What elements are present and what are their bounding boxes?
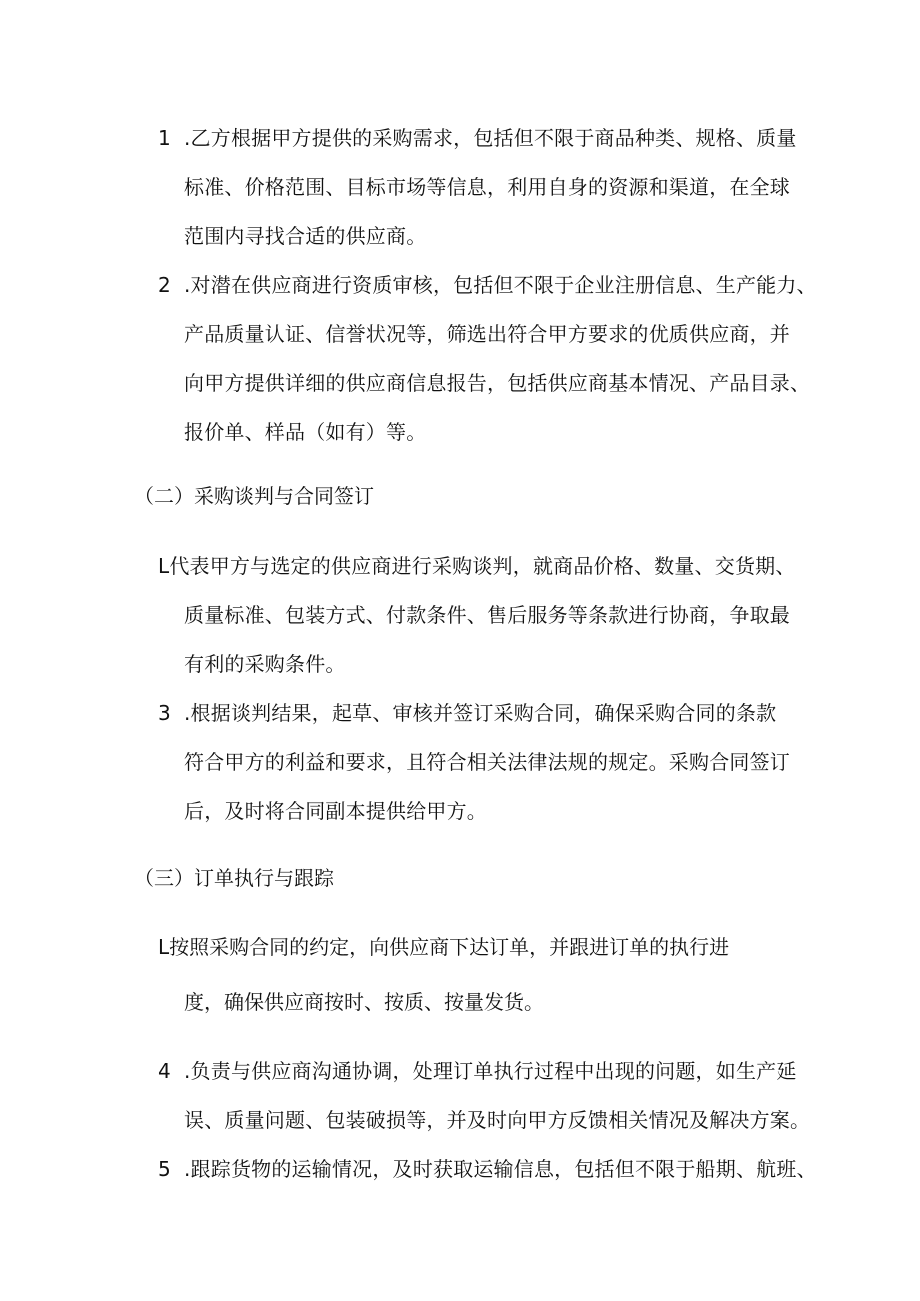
clause-line: 3 .根据谈判结果，起草、审核并签订采购合同，确保采购合同的条款 [158, 689, 788, 738]
clause-line: 后，及时将合同副本提供给甲方。 [184, 799, 487, 823]
clause-line: 2 .对潜在供应商进行资质审核，包括但不限于企业注册信息、生产能力、 [158, 261, 788, 310]
clause-number: 1 [158, 126, 171, 150]
clause-line: 误、质量问题、包装破损等，并及时向甲方反馈相关情况及解决方案。 [184, 1108, 811, 1132]
order-line-1: L按照采购合同的约定，向供应商下达订单，并跟进订单的执行进 [158, 935, 730, 959]
clause-item-1 [158, 114, 797, 261]
clause-line: 有利的采购条件。 [184, 652, 346, 676]
clause-number: 3 [158, 701, 171, 725]
clause-item-5 [158, 1145, 817, 1194]
clause-line: 产品质量认证、信誉状况等，筛选出符合甲方要求的优质供应商，并 [184, 322, 790, 346]
clause-line: 质量标准、包装方式、付款条件、售后服务等条款进行协商，争取最 [184, 603, 790, 627]
clause-number: 2 [158, 273, 171, 297]
clause-number: 5 [158, 1157, 171, 1181]
section-heading-2: （二）采购谈判与合同签订 [134, 484, 374, 508]
clause-item-negotiation [158, 542, 796, 689]
section-heading-3: （三）订单执行与跟踪 [134, 866, 334, 890]
clause-line: L代表甲方与选定的供应商进行采购谈判，就商品价格、数量、交货期、 [158, 554, 796, 578]
clause-item-4 [158, 1047, 811, 1145]
clause-line: 范围内寻找合适的供应商。 [184, 224, 427, 248]
clause-line: 报价单、样品（如有）等。 [184, 420, 427, 444]
clause-line: 5 .跟踪货物的运输情况，及时获取运输信息，包括但不限于船期、航班、 [158, 1145, 788, 1194]
clause-line: 4 .负责与供应商沟通协调，处理订单执行过程中出现的问题，如生产延 [158, 1047, 788, 1096]
clause-item-2 [158, 261, 817, 457]
clause-line: 向甲方提供详细的供应商信息报告，包括供应商基本情况、产品目录、 [184, 371, 811, 395]
clause-line: 1 .乙方根据甲方提供的采购需求，包括但不限于商品种类、规格、质量 [158, 114, 788, 163]
clause-number: 4 [158, 1059, 171, 1083]
clause-line: 标准、价格范围、目标市场等信息，利用自身的资源和渠道，在全球 [184, 175, 790, 199]
order-line-2: 度，确保供应商按时、按质、按量发货。 [184, 990, 544, 1014]
clause-item-3 [158, 689, 788, 836]
clause-line: 符合甲方的利益和要求，且符合相关法律法规的规定。采购合同签订 [184, 750, 790, 774]
